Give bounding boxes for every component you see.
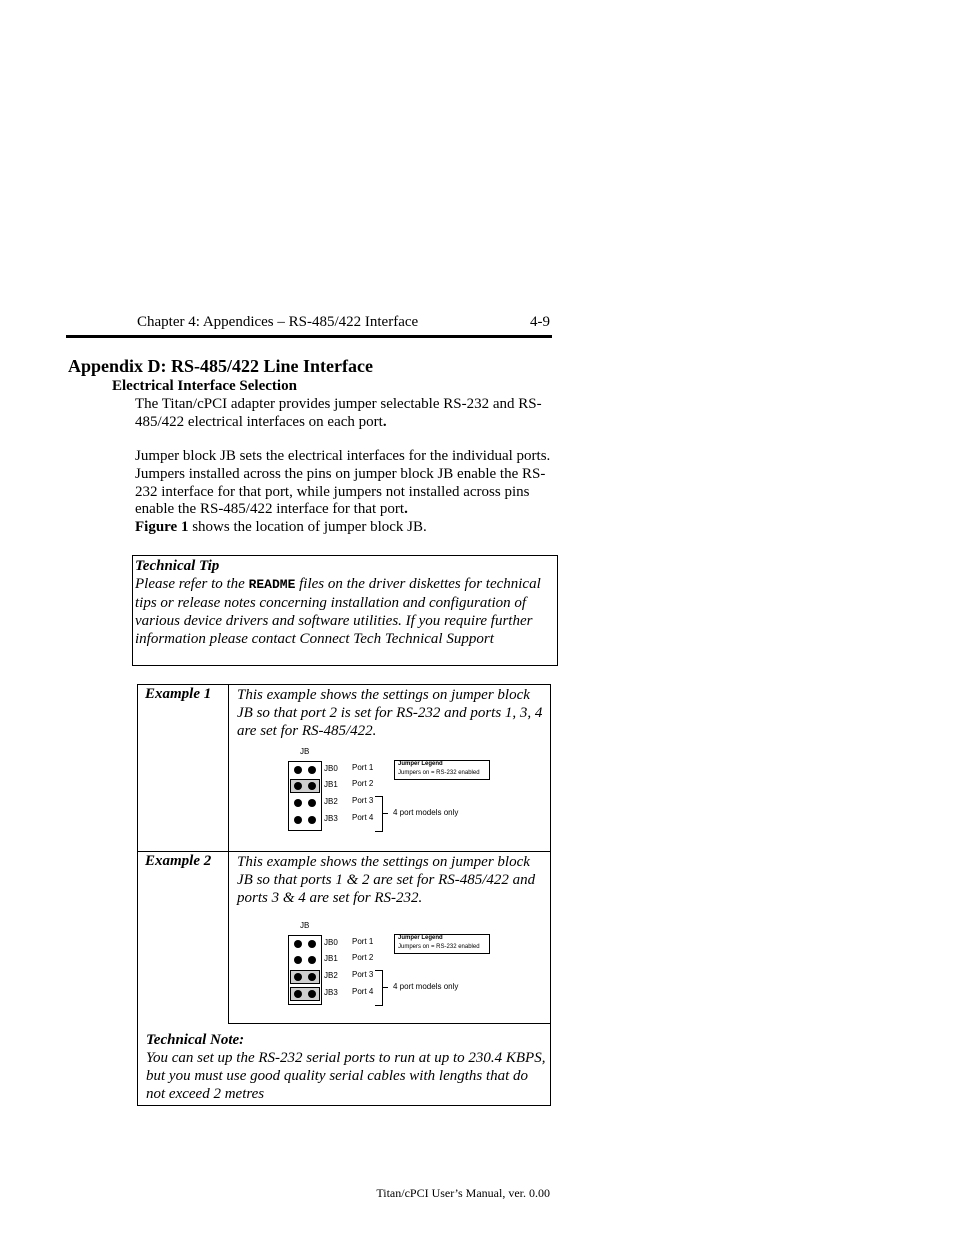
jumper-legend-text: Jumpers on = RS-232 enabled <box>398 770 480 776</box>
page-footer: Titan/cPCI User’s Manual, ver. 0.00 <box>376 1186 550 1200</box>
bracket-tick <box>383 987 388 988</box>
jumper-pin <box>294 940 302 948</box>
page-header <box>66 313 552 338</box>
example-1-description: This example shows the settings on jumper block JB so that port 2 is set for RS-232 and ports 1, 3, 4 are set for RS-485/422. <box>237 687 543 739</box>
bracket-tick <box>383 813 388 814</box>
jumper-row-label: JB0 <box>324 764 338 773</box>
technical-tip-title: Technical Tip <box>135 558 220 574</box>
jumper-pin <box>308 940 316 948</box>
jumper-row-label: JB2 <box>324 971 338 980</box>
jumper-row-label: JB0 <box>324 938 338 947</box>
jb-block-label: JB <box>300 921 310 930</box>
intro-end: . <box>382 413 387 430</box>
intro-text: The Titan/cPCI adapter provides jumper selectable RS-232 and RS-485/422 electrical interfaces on each port <box>135 396 542 430</box>
jumper-pin <box>308 782 316 790</box>
jumper-paragraph <box>135 448 555 537</box>
technical-note <box>146 1031 546 1103</box>
jumper-row-label: JB3 <box>324 988 338 997</box>
jumper-pin <box>294 973 302 981</box>
example-1-label: Example 1 <box>145 686 212 702</box>
jumper-pin <box>308 816 316 824</box>
port-label: Port 4 <box>352 987 374 996</box>
jumper-pin <box>294 816 302 824</box>
page-number: 4-9 <box>530 314 550 330</box>
port-label: Port 2 <box>352 779 374 788</box>
port-label: Port 4 <box>352 813 374 822</box>
intro-paragraph <box>135 396 555 432</box>
section-subheading: Electrical Interface Selection <box>112 378 297 394</box>
port-label: Port 1 <box>352 937 374 946</box>
technical-note-text: You can set up the RS-232 serial ports to run at up to 230.4 KBPS, but you must use good quality serial cables with lengths that do not exceed 2 metres <box>146 1050 546 1102</box>
port-label: Port 1 <box>352 763 374 772</box>
jumper-row-label: JB2 <box>324 797 338 806</box>
chapter-title: Chapter 4: Appendices – RS-485/422 Interface <box>137 314 419 330</box>
jumper-legend-title: Jumper Legend <box>398 761 443 767</box>
example-2-description: This example shows the settings on jumper block JB so that ports 1 & 2 are set for RS-485/422 and ports 3 & 4 are set for RS-232. <box>237 854 536 906</box>
port-label: Port 3 <box>352 796 374 805</box>
jumper-text: Jumper block JB sets the electrical interfaces for the individual ports. Jumpers installed across the pins on jumper block JB enable the RS-232 interface for that port, while jumpers not installed across pins enable the RS-485/422 interface for that port <box>135 448 551 518</box>
jumper-pin <box>308 956 316 964</box>
port-label: Port 3 <box>352 970 374 979</box>
table-row-divider <box>138 851 550 852</box>
table-column-divider <box>228 685 229 1024</box>
example-1-jumper-diagram <box>278 747 498 837</box>
jumper-pin <box>308 990 316 998</box>
figure-reference-rest: shows the location of jumper block JB. <box>188 519 427 536</box>
technical-tip-text-before: Please refer to the <box>135 576 249 592</box>
example-2-label: Example 2 <box>145 853 212 869</box>
jumper-row-label: JB1 <box>324 954 338 963</box>
examples-table <box>137 684 551 1106</box>
jumper-end: . <box>404 501 408 518</box>
figure-reference: Figure 1 <box>135 519 189 536</box>
jumper-pin <box>294 990 302 998</box>
jumper-pin <box>308 799 316 807</box>
jumper-pin <box>294 766 302 774</box>
table-note-divider <box>228 1023 550 1024</box>
jumper-pin <box>308 766 316 774</box>
port-label: Port 2 <box>352 953 374 962</box>
jumper-pin <box>294 956 302 964</box>
bracket-note: 4 port models only <box>393 982 459 991</box>
jumper-legend-text: Jumpers on = RS-232 enabled <box>398 944 480 950</box>
technical-note-title: Technical Note: <box>146 1032 245 1048</box>
jumper-row-label: JB3 <box>324 814 338 823</box>
page-title: Appendix D: RS-485/422 Line Interface <box>68 356 373 376</box>
jumper-pin <box>294 799 302 807</box>
jb-block-label: JB <box>300 747 310 756</box>
jumper-pin <box>294 782 302 790</box>
jumper-row-label: JB1 <box>324 780 338 789</box>
bracket-note: 4 port models only <box>393 808 459 817</box>
readme-label: README <box>248 577 296 592</box>
bracket-line <box>375 970 383 1006</box>
technical-tip-box <box>132 555 558 666</box>
bracket-line <box>375 796 383 832</box>
example-2-jumper-diagram <box>278 921 498 1011</box>
technical-tip-text-after: files on the driver diskettes for technical tips or release notes concerning installation and configuration of various device drivers and software utilities. If you require further information please contact Connect Tech Technical Support <box>135 576 541 647</box>
jumper-pin <box>308 973 316 981</box>
jumper-legend-title: Jumper Legend <box>398 935 443 941</box>
